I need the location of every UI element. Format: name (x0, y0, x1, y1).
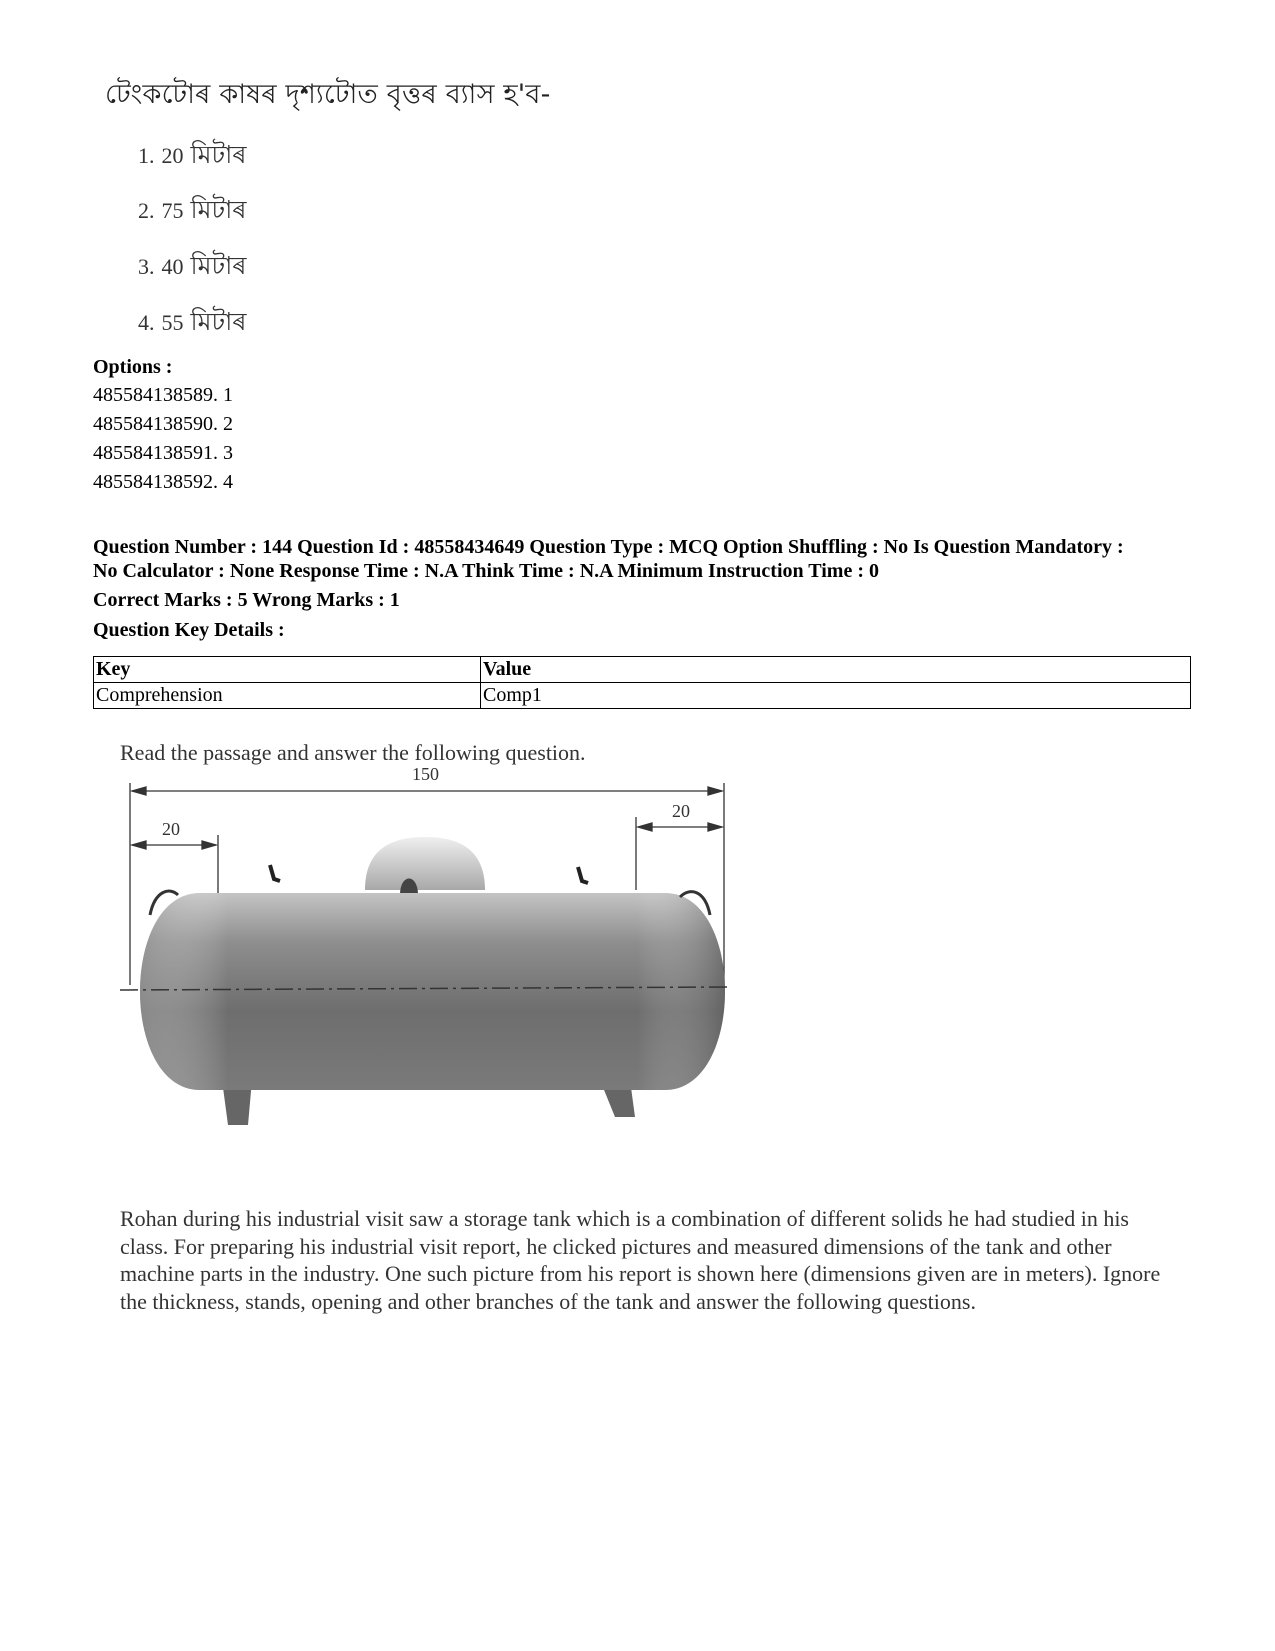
option-line-1: 485584138589. 1 (93, 384, 233, 406)
dimension-right-label: 20 (672, 801, 690, 821)
question-meta-line-1: Question Number : 144 Question Id : 48558434649 Question Type : MCQ Option Shuffling : No Is Question Mandatory : (93, 536, 1124, 558)
question-key-details-label: Question Key Details : (93, 619, 285, 641)
key-header: Key (94, 657, 481, 683)
option-line-4: 485584138592. 4 (93, 471, 233, 493)
option-line-2: 485584138590. 2 (93, 413, 233, 435)
choice-4: 4. 55 মিটাৰ (138, 307, 247, 336)
choice-2: 2. 75 মিটাৰ (138, 195, 247, 224)
passage-text: Rohan during his industrial visit saw a storage tank which is a combination of different solids he had studied in his class. For preparing his industrial visit report, he clicked pictures and measured dimensions of the tank and other machine parts in the industry. One such picture from his report is shown here (dimensions given are in meters). Ignore the thickness, stands, opening and other branches of the tank and answer the following questions. (120, 1206, 1161, 1314)
key-table (93, 656, 1191, 709)
question-marks: Correct Marks : 5 Wrong Marks : 1 (93, 589, 400, 611)
choice-1: 1. 20 মিটাৰ (138, 140, 247, 169)
table-row (94, 683, 1191, 709)
passage-heading: Read the passage and answer the following question. (120, 740, 586, 765)
tank-dome (365, 837, 485, 890)
storage-tank-figure (120, 764, 760, 1185)
value-cell: Comp1 (481, 683, 1191, 709)
dimension-left-label: 20 (162, 819, 180, 839)
key-cell: Comprehension (94, 683, 481, 709)
value-header: Value (481, 657, 1191, 683)
key-table-header (94, 657, 1191, 683)
question-meta-line-2: No Calculator : None Response Time : N.A Think Time : N.A Minimum Instruction Time : 0 (93, 560, 879, 582)
option-line-3: 485584138591. 3 (93, 442, 233, 464)
question-text: টেংকটোৰ কাষৰ দৃশ্যটোত বৃত্তৰ ব্যাস হ'ব- (105, 79, 551, 110)
choice-3: 3. 40 মিটাৰ (138, 251, 247, 280)
dimension-total-label: 150 (412, 764, 439, 784)
options-label: Options : (93, 356, 173, 378)
